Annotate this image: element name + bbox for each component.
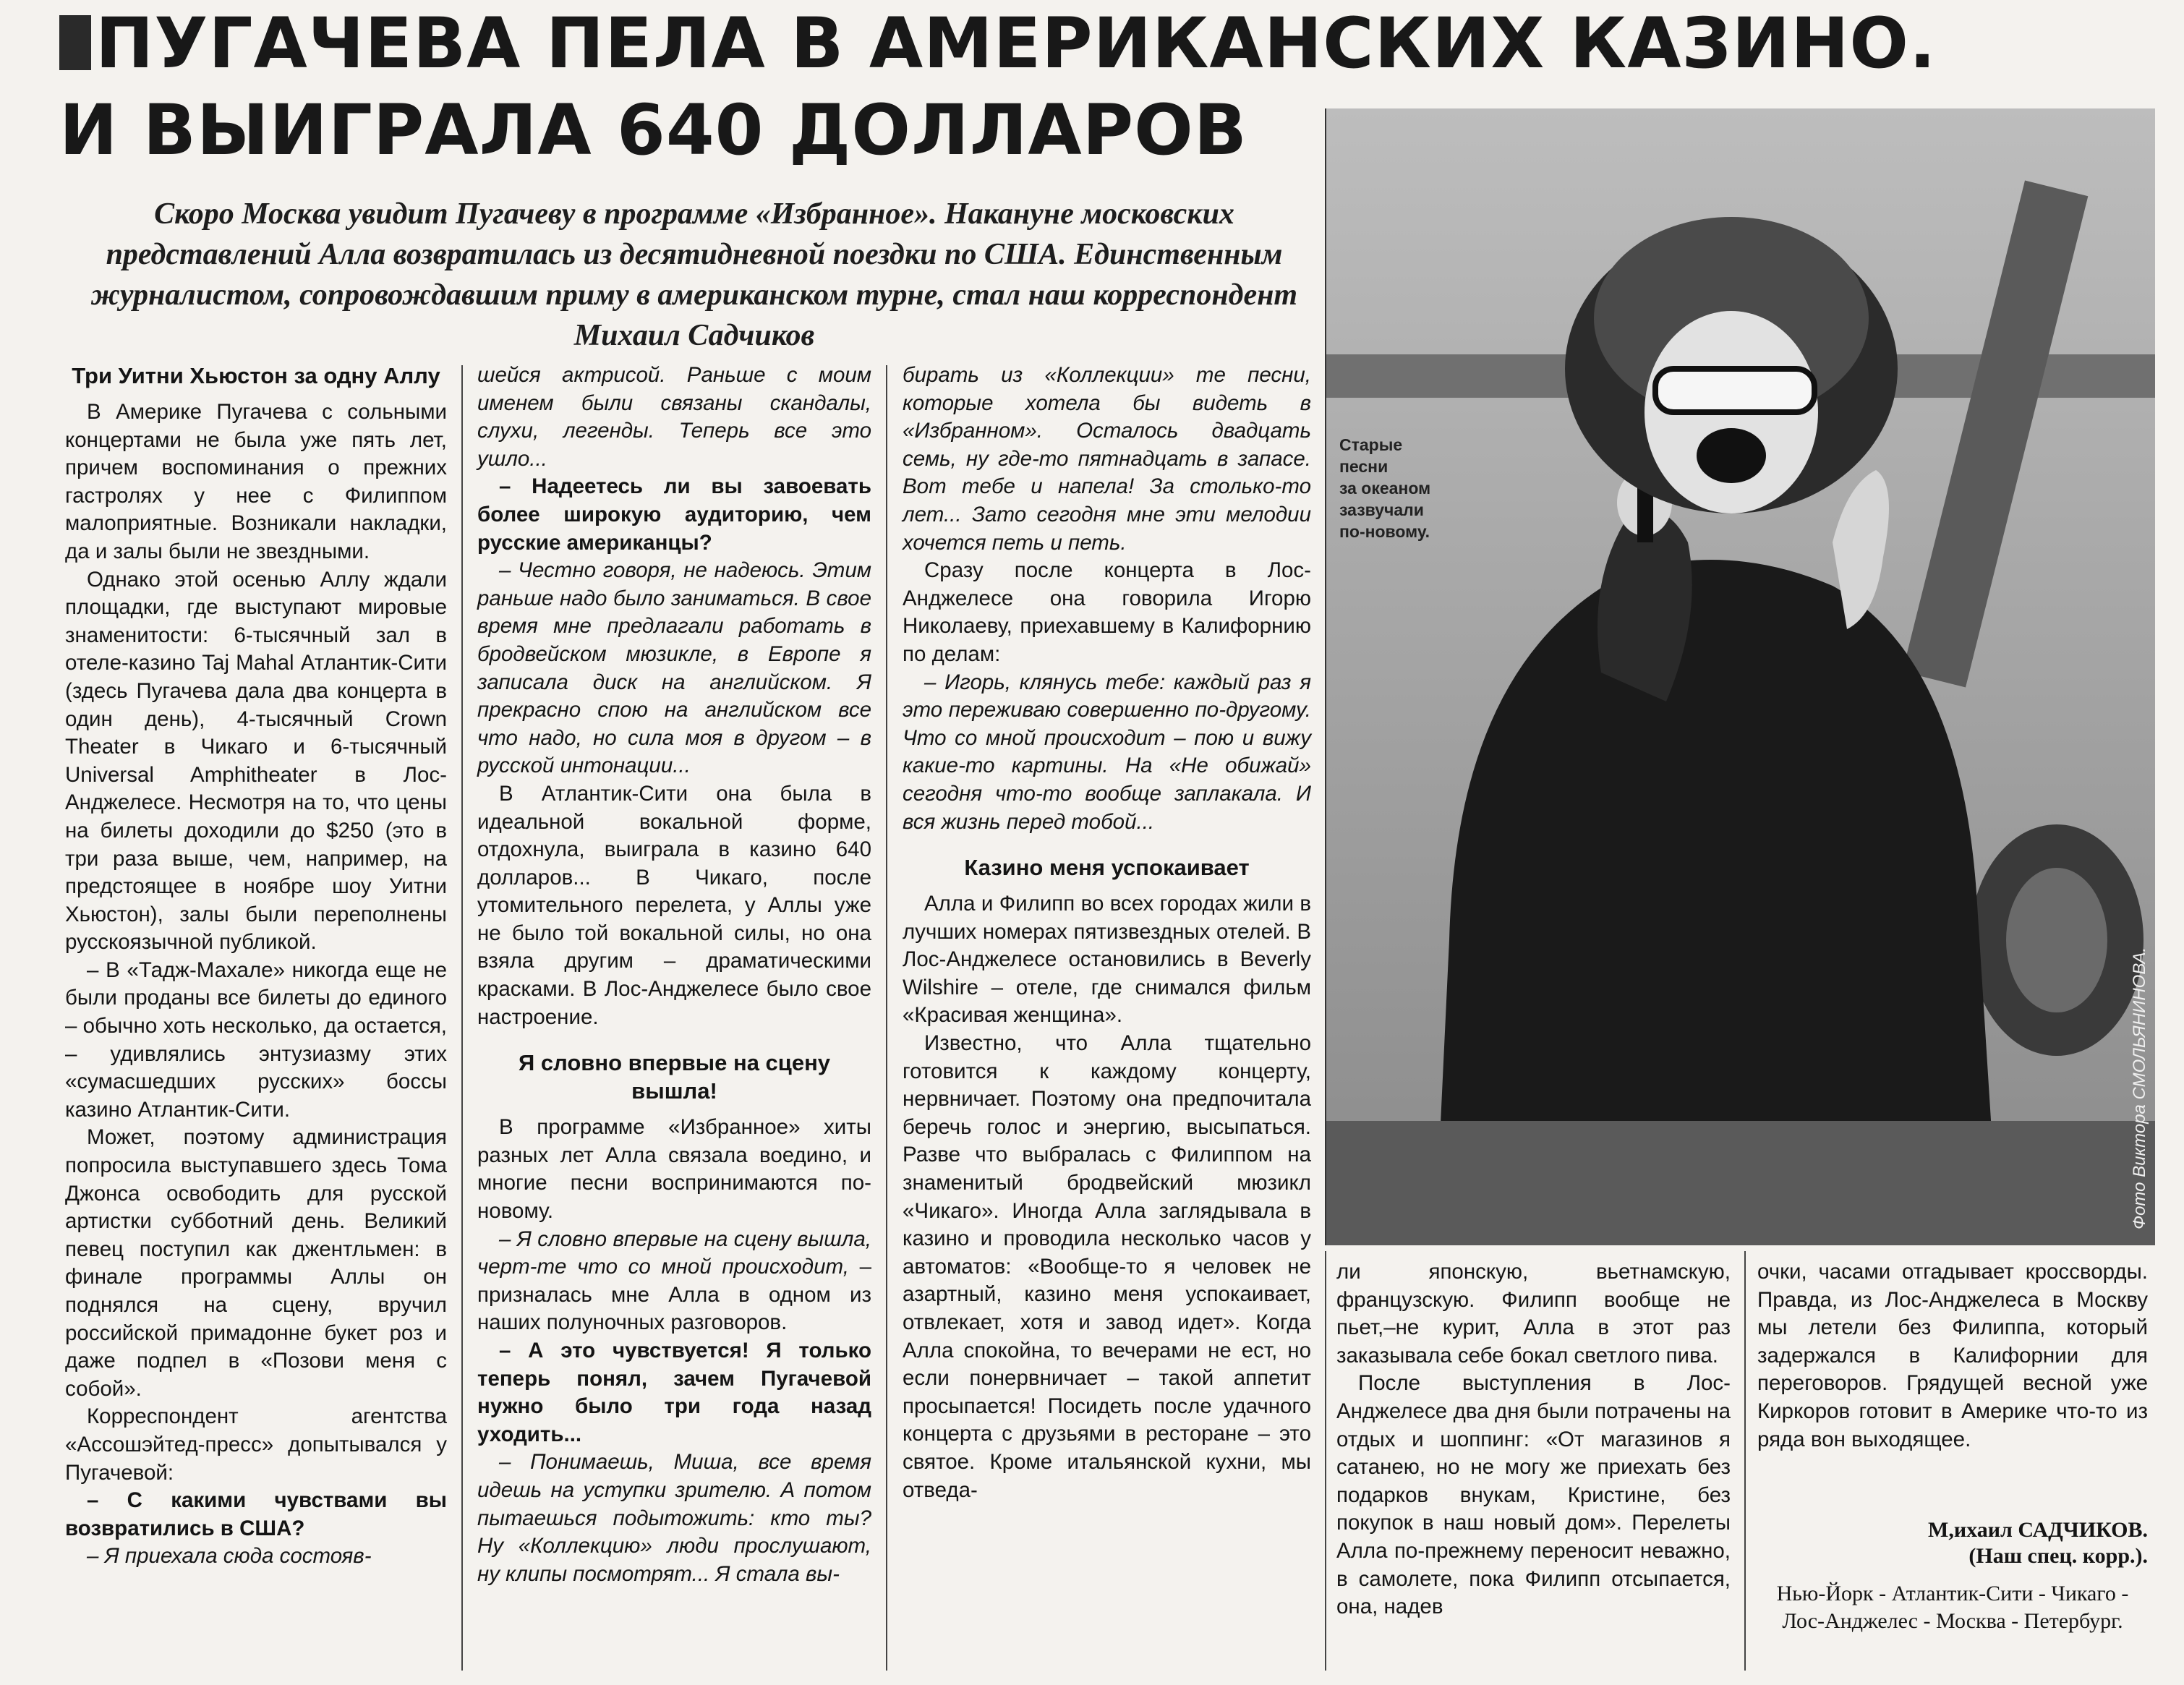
column-rule xyxy=(1744,1251,1746,1671)
subheading-3: Казино меня успокаивает xyxy=(964,855,1250,881)
paragraph: В Америке Пугачева с сольными концертами не была уже пять лет, причем воспоминания о прежних гастролях у нее с Филиппом малоприятные. Возникали накладки, да и залы были не звездными. xyxy=(65,400,447,563)
column-rule xyxy=(886,365,887,1671)
caption-line: Старые xyxy=(1339,435,1403,454)
paragraph: Корреспондент агентства «Ассошэйтед-пресс» допытывался у Пугачевой: xyxy=(65,1404,447,1485)
subheading-1: Три Уитни Хьюстон за одну Аллу xyxy=(72,363,440,388)
paragraph: Однако этой осенью Аллу ждали площадки, где выступают мировые знаменитости: 6-тысячный зал в отеле-казино Taj Mahal Атлантик-Сити (здесь Пугачева дала два концерта в один день), 4-тысячный Crown Theater в Чикаго и 6-тысячный Universal Amphitheater в Лос-Анджелесе. Несмотря на то, что цены на билеты доходили до $250 (это в три раза выше, чем, например, на предстоящее в ноябре шоу Уитни Хьюстон), залы были переполнены русскоязычной публикой. xyxy=(65,567,447,955)
photo-credit: Фото Виктора СМОЛЬЯНИНОВА. xyxy=(2130,947,2149,1229)
column-rule xyxy=(461,365,463,1671)
interview-answer: – Понимаешь, Миша, все время идешь на уступки зрителю. А потом пытаешься подытожить: кто ты? Ну «Коллекцию» люди прослушают, ну клипы посмотрят... Я стала вы- xyxy=(477,1450,871,1586)
caption-line: зазвучали xyxy=(1339,500,1424,519)
photo-singer xyxy=(1325,108,2155,1245)
lead-paragraph: Скоро Москва увидит Пугачеву в программе «Избранное». Накануне московских представлений Алла возвратилась из десятидневной поездки по США. Единственным журналистом, сопровождавшим приму в американском турне, стал наш корреспондент Михаил Садчиков xyxy=(90,197,1298,352)
headline-text-1: ПУГАЧЕВА ПЕЛА В АМЕРИКАНСКИХ КАЗИНО. xyxy=(95,3,1937,84)
article-column-3 xyxy=(903,362,1311,1504)
headline-initial-block xyxy=(59,15,91,70)
article-column-2 xyxy=(477,362,871,1588)
author-signature xyxy=(1757,1517,2148,1569)
interview-answer: шейся актрисой. Раньше с моим именем были связаны скандалы, слухи, легенды. Теперь все это ушло... xyxy=(477,363,871,471)
interview-answer: – Я приехала сюда состояв- xyxy=(87,1544,372,1569)
paragraph: очки, часами отгадывает кроссворды. Правда, из Лос-Анджелеса в Москву мы летели без Филиппа, который задержался в Калифорнии для переговоров. Грядущей весной уже Киркоров готовит в Америке что-то из ряда вон выходящее. xyxy=(1757,1260,2148,1451)
dateline-places: Нью-Йорк - Атлантик-Сити - Чикаго - Лос-Анджелес - Москва - Петербург. xyxy=(1776,1582,2129,1633)
article-column-1 xyxy=(65,362,447,1571)
paragraph: ли японскую, вьетнамскую, французскую. Филипп вообще не пьет,–не курит, Алла в этот раз заказывала себе бокал светлого пива. xyxy=(1336,1260,1731,1368)
caption-line: по-новому. xyxy=(1339,522,1430,541)
paragraph: В Атлантик-Сити она была в идеальной вокальной форме, отдохнула, выиграла в казино 640 долларов... В Чикаго, после утомительного перелета, у Аллы уже не было той вокальной силы, но она взяла другим – драматическими красками. В Лос-Анджелесе было свое настроение. xyxy=(477,781,871,1029)
article-column-5 xyxy=(1757,1258,2148,1454)
paragraph: Известно, что Алла тщательно готовится к каждому концерту, нервничает. Поэтому она предпочитала беречь голос и энергию, высыпаться. Разве что выбралась с Филиппом на знаменитый бродвейский мюзикл «Чикаго». Иногда Алла заглядывала в казино и проводила несколько часов у автоматов: «Вообще-то я человек не азартный, казино меня успокаивает, отвлекает, хотя и завод идет». Когда Алла спокойна, то вечерами не ест, но если понервничает – такой аппетит просыпается! Посидеть после удачного концерта с друзьями в ресторане – это святое. Кроме итальянской кухни, мы отведа- xyxy=(903,1031,1311,1502)
paragraph: – В «Тадж-Махале» никогда еще не были проданы все билеты до единого – обычно хоть несколько, да остается, – удивлялись энтузиазму этих «сумасшедших русских» боссы казино Атлантик-Сити. xyxy=(65,957,447,1122)
interview-question: – С какими чувствами вы возвратились в США? xyxy=(65,1488,447,1540)
column-rule xyxy=(1325,1251,1326,1671)
quote-attribution: – призналась мне Алла в одном из наших полуночных разговоров. xyxy=(477,1255,871,1335)
article-column-4 xyxy=(1336,1258,1731,1621)
author-name: М,ихаил САДЧИКОВ. xyxy=(1928,1518,2148,1542)
interview-answer: – Честно говоря, не надеюсь. Этим раньше надо было заниматься. В свое время мне предлагали работать в бродвейском мюзикле, в Европе я записала диск на английском. Я прекрасно спою на английском все что надо, но сила моя в другом – в русской интонации... xyxy=(477,558,871,778)
caption-line: за океаном xyxy=(1339,479,1431,498)
subheading-2: Я словно впервые на сцену вышла! xyxy=(518,1050,831,1104)
interview-answer: бирать из «Коллекции» те песни, которые хотела бы видеть в «Избранном». Осталось двадцать семь, ну где-то пятнадцать в запасе. Вот тебе и напела! За столько-то лет... Зато сегодня мне эти мелодии хочется петь и петь. xyxy=(903,363,1311,555)
interview-question: – А это чувствуется! Я только теперь понял, зачем Пугачевой нужно было три года назад уходить... xyxy=(477,1339,871,1446)
interview-answer: – Игорь, клянусь тебе: каждый раз я это переживаю совершенно по-другому. Что со мной происходит – пою и вижу какие-то картины. На «Не обижай» сегодня что-то вообще заплакала. И вся жизнь перед тобой... xyxy=(903,670,1311,834)
photo-illustration xyxy=(1326,108,2155,1245)
headline-line-1 xyxy=(59,3,1937,84)
author-position: (Наш спец. корр.). xyxy=(1968,1544,2148,1568)
paragraph: Может, поэтому администрация попросила выступавшего здесь Тома Джонса освободить для русской артистки субботний день. Великий певец поступил как джентльмен: в финале программы Аллы он поднялся на сцену, вручил российской примадонне букет роз и даже подпел в «Позови меня с собой». xyxy=(65,1125,447,1401)
paragraph: Сразу после концерта в Лос-Анджелесе она говорила Игорю Николаеву, приехавшему в Калифорнию по делам: xyxy=(903,558,1311,666)
interview-question: – Надеетесь ли вы завоевать более широкую аудиторию, чем русские американцы? xyxy=(477,474,871,555)
quote-italic: – Я словно впервые на сцену вышла, черт-те что со мной происходит, xyxy=(477,1227,871,1279)
photo-caption xyxy=(1339,434,1430,542)
paragraph: В программе «Избранное» хиты разных лет Алла связала воедино, и многие песни воспринимаются по-новому. xyxy=(477,1115,871,1224)
headline-line-2: И ВЫИГРАЛА 640 ДОЛЛАРОВ xyxy=(59,90,1247,171)
paragraph: После выступления в Лос-Анджелесе два дня были потрачены на отдых и шоппинг: «От магазинов я сатанею, но не могу же приехать без подарков внукам, Кристине, без покупок в наш новый дом». Перелеты Алла по-прежнему переносит неважно, в самолете, пока Филипп отсыпается, она, надев xyxy=(1336,1371,1731,1619)
paragraph: Алла и Филипп во всех городах жили в лучших номерах пятизвездных отелей. В Лос-Анджелесе остановились в Beverly Wilshire – отеле, где снимался фильм «Красивая женщина». xyxy=(903,892,1311,1028)
caption-line: песни xyxy=(1339,457,1389,476)
